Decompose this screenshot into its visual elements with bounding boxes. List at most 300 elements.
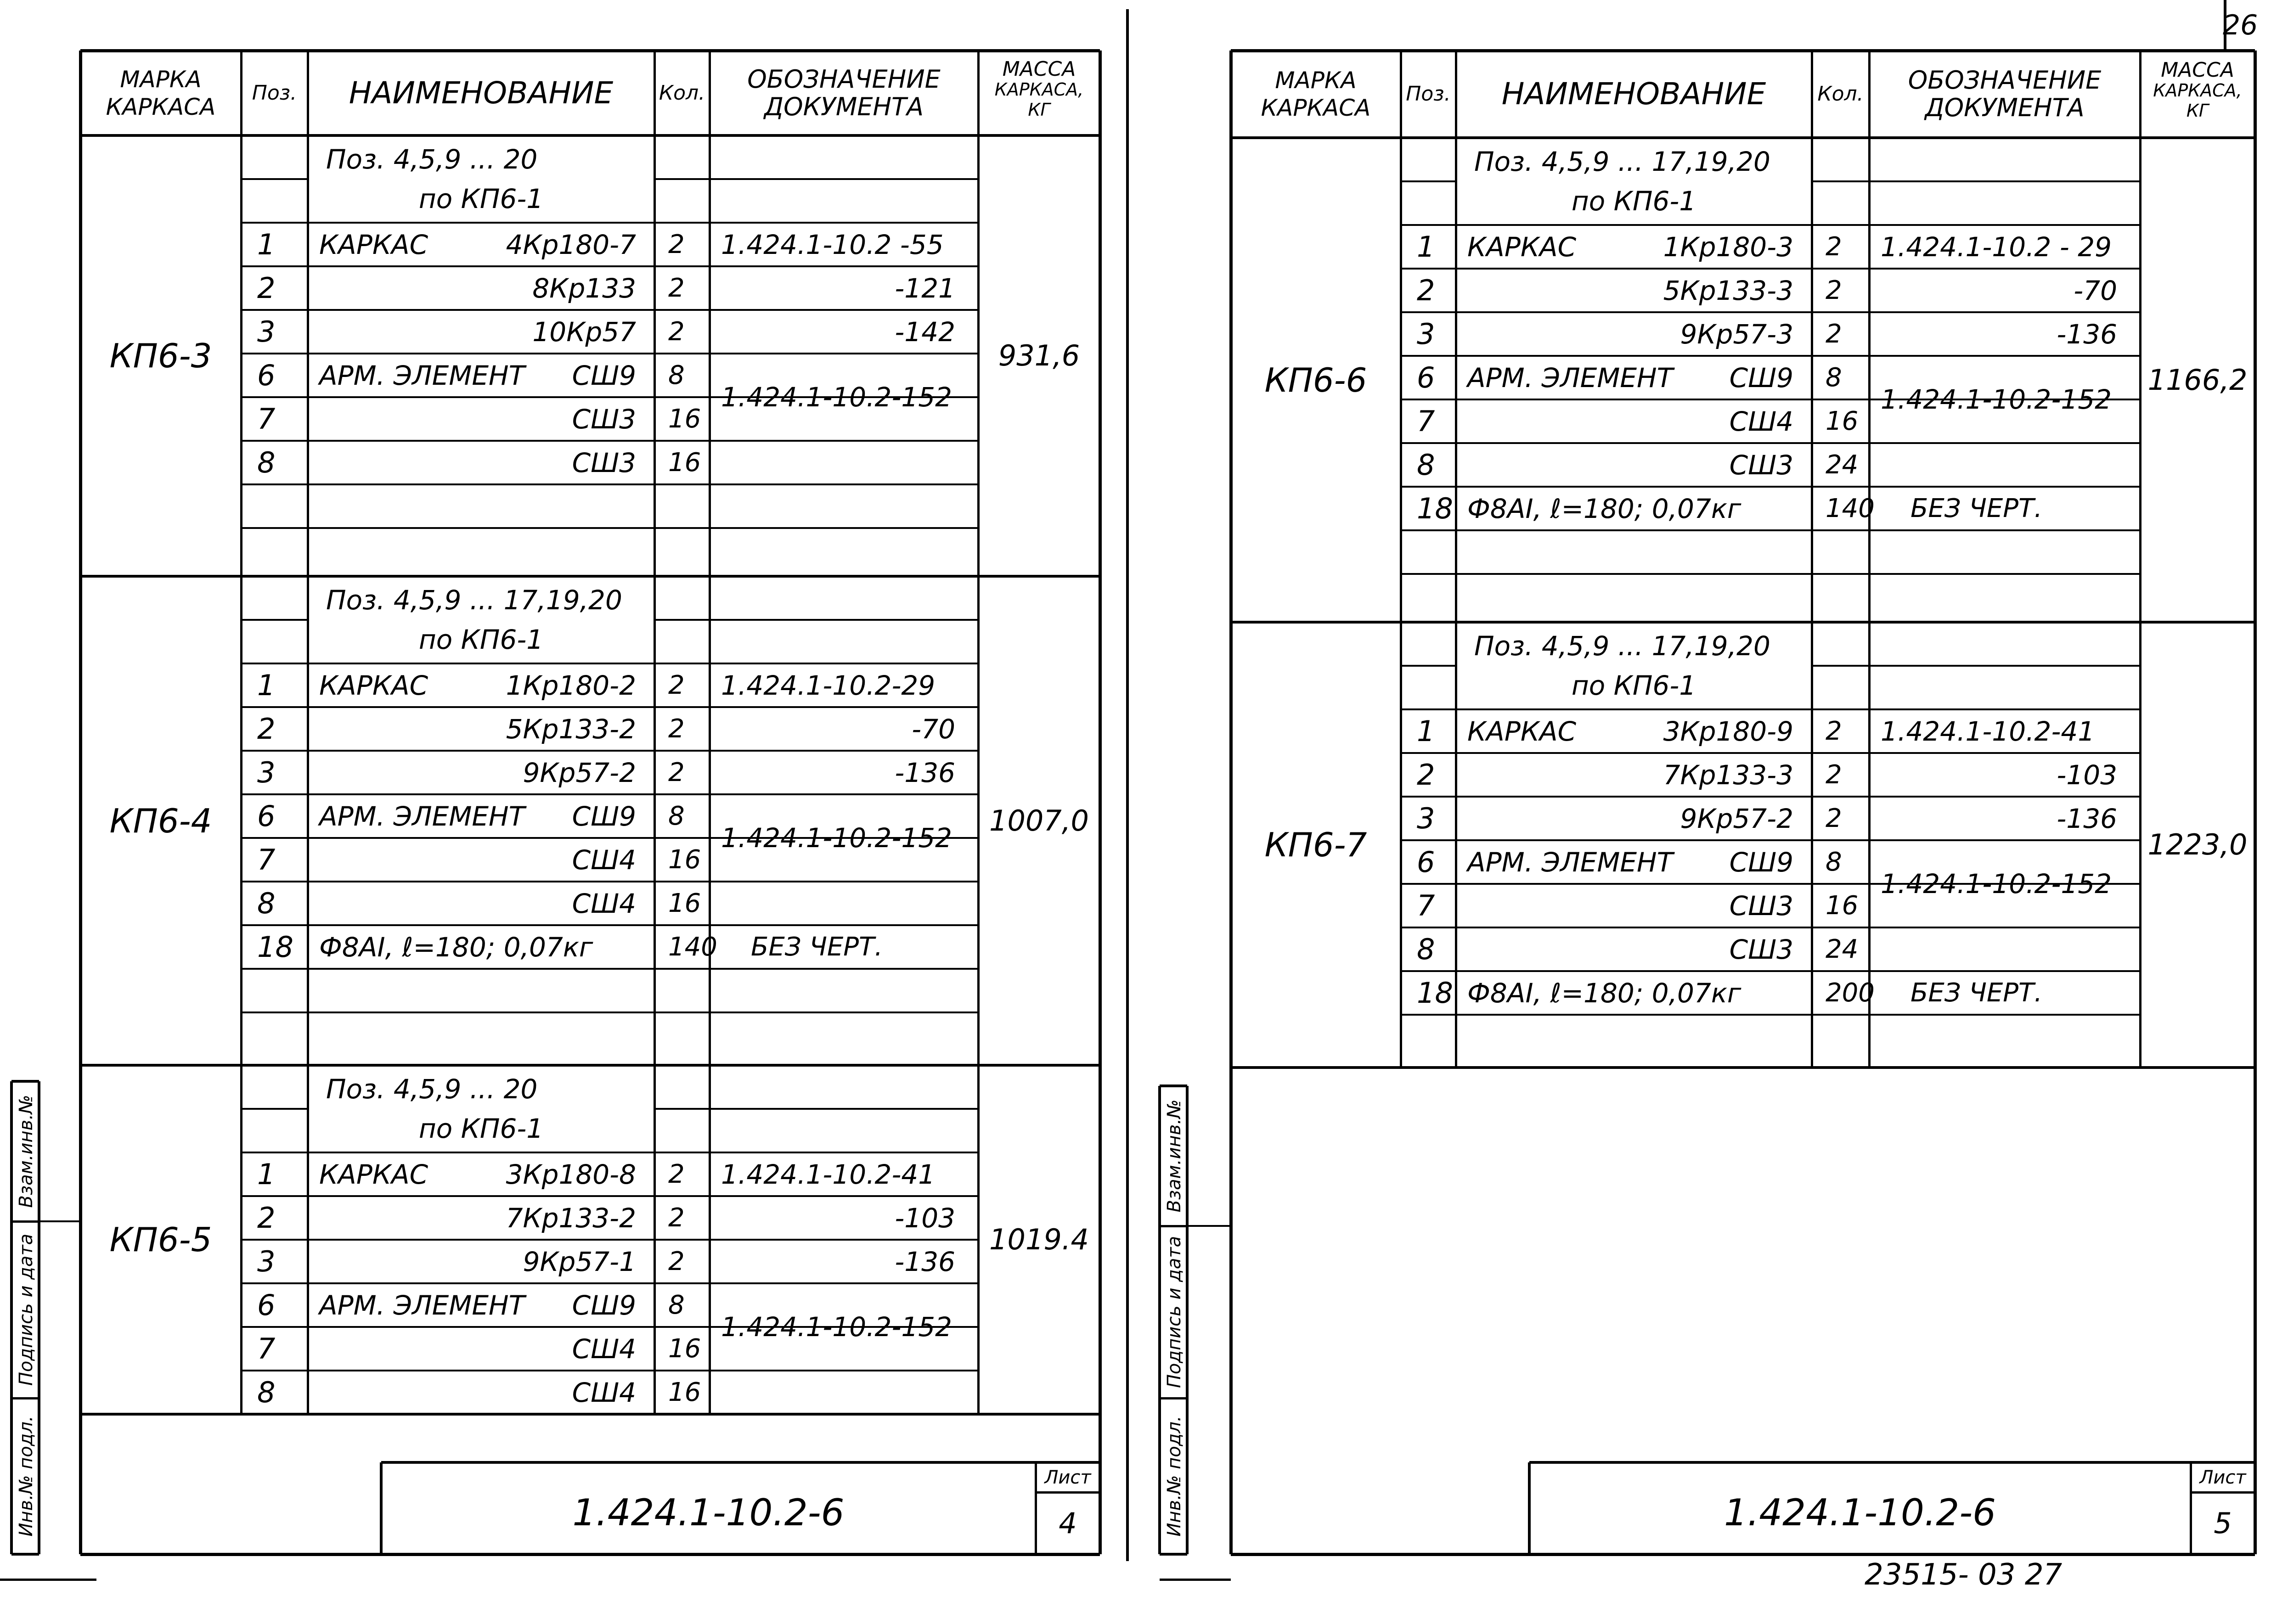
row-pos: 1 xyxy=(1417,714,1435,748)
rule-v xyxy=(10,1081,13,1554)
rule-h xyxy=(241,178,308,180)
rule-h xyxy=(654,353,978,354)
rule-h xyxy=(1401,486,1456,488)
row-doc: -136 xyxy=(2057,318,2117,350)
carcass-mark: КП6-4 xyxy=(109,801,212,840)
sheet-label: Лист xyxy=(2199,1467,2246,1488)
rule-h xyxy=(1231,1553,2255,1556)
row-pos: 7 xyxy=(257,402,276,436)
header-mass-3: КГ xyxy=(2186,101,2209,121)
rule-h xyxy=(0,1579,96,1581)
carcass-mark: КП6-5 xyxy=(109,1220,212,1259)
row-name-detail: 3Кр180-8 xyxy=(506,1158,636,1190)
row-qty: 8 xyxy=(668,801,685,831)
rule-h xyxy=(1401,311,1456,313)
stamp-podpis-data: Подпись и дата xyxy=(16,1233,37,1386)
rule-h xyxy=(654,222,978,224)
rule-h xyxy=(241,1011,308,1013)
row-name: АРМ. ЭЛЕМЕНТ xyxy=(1467,846,1674,878)
carcass-mark: КП6-6 xyxy=(1264,360,1367,399)
row-doc: БЕЗ ЧЕРТ. xyxy=(1910,493,2043,523)
row-qty: 140 xyxy=(668,932,717,962)
row-pos: 3 xyxy=(1417,317,1435,351)
rule-h xyxy=(308,750,654,752)
rule-h xyxy=(1456,486,1812,488)
row-doc: -70 xyxy=(912,713,955,745)
row-name-detail: СШ4 xyxy=(572,1377,636,1408)
rule-h xyxy=(80,1553,1100,1556)
rule-h xyxy=(1401,529,1456,531)
row-name-detail: 7Кр133-2 xyxy=(506,1202,636,1234)
row-name-detail: 5Кр133-2 xyxy=(506,713,636,745)
rule-h xyxy=(308,837,654,839)
rule-h xyxy=(1812,573,2140,575)
rule-h xyxy=(241,924,308,926)
rule-h xyxy=(1456,883,1812,885)
rule-h xyxy=(241,1326,308,1328)
row-name-detail: СШ3 xyxy=(1729,449,1793,481)
row-qty: 2 xyxy=(668,714,685,744)
row-name-detail: 10Кр57 xyxy=(532,316,636,348)
rule-h xyxy=(1401,1014,1456,1016)
row-pos: 1 xyxy=(257,668,276,702)
rule-h xyxy=(308,924,654,926)
rule-h xyxy=(654,1011,978,1013)
rule-v xyxy=(1186,1086,1189,1554)
rule-h xyxy=(654,1282,978,1284)
row-doc: 1.424.1-10.2-152 xyxy=(1881,384,2112,415)
rule-v xyxy=(1126,9,1129,1561)
row-doc: 1.424.1-10.2-41 xyxy=(721,1158,935,1190)
row-name: Ф8АI, ℓ=180; 0,07кг xyxy=(319,931,593,963)
rule-h xyxy=(1812,665,2140,667)
header-qty: Кол. xyxy=(1817,82,1864,106)
rule-v xyxy=(977,51,980,1414)
rule-h xyxy=(654,483,978,485)
rule-h xyxy=(308,1011,654,1013)
ref-line-2: по КП6-1 xyxy=(418,1113,544,1144)
row-name-detail: СШ9 xyxy=(572,1289,636,1321)
doc-code: 1.424.1-10.2-6 xyxy=(1724,1491,1996,1534)
row-doc: -136 xyxy=(895,1246,955,1277)
rule-h xyxy=(308,440,654,442)
rule-v xyxy=(1158,1086,1161,1554)
rule-h xyxy=(241,663,308,664)
row-pos: 3 xyxy=(257,315,276,348)
row-doc: -136 xyxy=(2057,803,2117,834)
rule-h xyxy=(80,134,1100,137)
row-qty: 8 xyxy=(1826,362,1842,393)
row-name-detail: 9Кр57-1 xyxy=(523,1246,636,1277)
stamp-podpis-data: Подпись и дата xyxy=(1164,1236,1185,1388)
header-name: НАИМЕНОВАНИЕ xyxy=(1501,76,1766,112)
rule-h xyxy=(654,1195,978,1197)
row-pos: 1 xyxy=(257,1157,276,1191)
rule-h xyxy=(1456,355,1812,357)
row-pos: 7 xyxy=(257,1332,276,1366)
row-qty: 16 xyxy=(1826,406,1859,436)
rule-h xyxy=(241,396,308,398)
rule-h xyxy=(654,619,978,621)
row-doc: -121 xyxy=(895,272,955,304)
row-pos: 6 xyxy=(257,358,276,392)
rule-h xyxy=(308,1239,654,1241)
row-qty: 24 xyxy=(1826,934,1859,964)
ref-line-1: Поз. 4,5,9 ... 17,19,20 xyxy=(326,584,622,616)
row-pos: 3 xyxy=(1417,801,1435,835)
rule-v xyxy=(1455,51,1457,1068)
row-qty: 16 xyxy=(668,1377,701,1407)
rule-h xyxy=(654,706,978,708)
rule-h xyxy=(1401,355,1456,357)
row-pos: 6 xyxy=(1417,845,1435,879)
row-pos: 2 xyxy=(257,271,276,305)
rule-v xyxy=(1229,51,1233,1554)
row-pos: 6 xyxy=(257,1288,276,1322)
header-mass-3: КГ xyxy=(1028,99,1050,120)
row-name-detail: СШ4 xyxy=(1729,405,1793,437)
row-doc: 1.424.1-10.2-152 xyxy=(721,1311,952,1343)
rule-h xyxy=(80,49,1100,52)
header-mass: МАССА xyxy=(1002,57,1076,81)
row-doc: 1.424.1-10.2-41 xyxy=(1881,715,2095,747)
row-qty: 200 xyxy=(1826,978,1875,1008)
ref-line-2: по КП6-1 xyxy=(1571,185,1696,217)
row-pos: 2 xyxy=(257,712,276,746)
row-pos: 2 xyxy=(257,1201,276,1235)
rule-h xyxy=(241,309,308,311)
rule-h xyxy=(1456,752,1812,754)
rule-h xyxy=(308,353,654,354)
row-name-detail: 9Кр57-3 xyxy=(1680,318,1793,350)
rule-h xyxy=(1401,796,1456,798)
row-doc: БЕЗ ЧЕРТ. xyxy=(751,932,883,962)
rule-h xyxy=(241,1108,308,1110)
row-name-detail: СШ9 xyxy=(572,800,636,832)
row-name: КАРКАС xyxy=(1467,231,1577,263)
rule-v xyxy=(307,51,309,1414)
rule-h xyxy=(1401,839,1456,841)
row-name-detail: 7Кр133-3 xyxy=(1663,759,1793,791)
rule-h xyxy=(1812,752,2140,754)
carcass-mass: 1007,0 xyxy=(989,804,1089,837)
ref-line-2: по КП6-1 xyxy=(418,183,544,214)
row-name-detail: 9Кр57-2 xyxy=(1680,803,1793,834)
row-name-detail: СШ9 xyxy=(572,360,636,391)
row-name-detail: СШ3 xyxy=(1729,890,1793,922)
row-name: АРМ. ЭЛЕМЕНТ xyxy=(1467,362,1674,393)
row-name: Ф8АI, ℓ=180; 0,07кг xyxy=(1467,493,1741,524)
row-pos: 7 xyxy=(1417,404,1435,438)
rule-h xyxy=(308,265,654,267)
rule-h xyxy=(1812,355,2140,357)
rule-h xyxy=(308,1195,654,1197)
carcass-mass: 1223,0 xyxy=(2147,828,2248,861)
rule-h xyxy=(241,265,308,267)
rule-h xyxy=(1456,708,1812,710)
header-name: НАИМЕНОВАНИЕ xyxy=(349,75,614,111)
rule-h xyxy=(80,575,1100,578)
row-qty: 2 xyxy=(668,670,685,700)
row-pos: 18 xyxy=(1417,491,1453,525)
row-name: АРМ. ЭЛЕМЕНТ xyxy=(319,800,525,832)
row-qty: 2 xyxy=(668,1246,685,1276)
stamp-vzam-inv: Взам.инв.№ xyxy=(1164,1099,1185,1213)
rule-v xyxy=(1400,51,1402,1068)
header-qty: Кол. xyxy=(659,81,705,105)
row-pos: 3 xyxy=(257,1244,276,1278)
rule-h xyxy=(654,178,978,180)
rule-h xyxy=(1401,970,1456,972)
header-pos: Поз. xyxy=(252,81,297,105)
row-doc: 1.424.1-10.2 - 29 xyxy=(1881,231,2112,263)
rule-h xyxy=(308,1152,654,1153)
row-name-detail: СШ3 xyxy=(572,447,636,478)
stamp-vzam-inv: Взам.инв.№ xyxy=(16,1095,37,1208)
rule-h xyxy=(1812,529,2140,531)
rule-h xyxy=(1401,927,1456,928)
rule-h xyxy=(1812,970,2140,972)
carcass-mark: КП6-7 xyxy=(1264,826,1367,864)
rule-h xyxy=(1456,224,1812,226)
rule-h xyxy=(1812,927,2140,928)
rule-h xyxy=(1456,573,1812,575)
row-qty: 24 xyxy=(1826,450,1859,480)
rule-h xyxy=(1812,268,2140,270)
row-name-detail: 1Кр180-2 xyxy=(506,669,636,701)
rule-v xyxy=(1528,1462,1531,1554)
rule-h xyxy=(1036,1491,1100,1494)
rule-h xyxy=(308,1370,654,1371)
rule-h xyxy=(1812,708,2140,710)
rule-h xyxy=(1812,442,2140,444)
doc-code: 1.424.1-10.2-6 xyxy=(572,1491,845,1534)
rule-h xyxy=(80,1413,1100,1416)
rule-h xyxy=(1812,1014,2140,1016)
rule-h xyxy=(1160,1579,1231,1581)
row-qty: 2 xyxy=(668,273,685,303)
rule-h xyxy=(241,750,308,752)
row-qty: 8 xyxy=(1826,847,1842,877)
row-doc: -70 xyxy=(2074,275,2117,306)
rule-v xyxy=(1868,51,1871,1068)
rule-h xyxy=(1456,399,1812,400)
rule-h xyxy=(654,750,978,752)
rule-h xyxy=(241,353,308,354)
rule-h xyxy=(654,793,978,795)
header-doc-2: ДОКУМЕНТА xyxy=(1925,93,2085,122)
row-name: АРМ. ЭЛЕМЕНТ xyxy=(319,1289,525,1321)
rule-h xyxy=(1401,224,1456,226)
stamp-inv-podl: Инв.№ подл. xyxy=(16,1416,37,1537)
rule-h xyxy=(1456,529,1812,531)
header-mark: МАРКА xyxy=(120,66,202,93)
row-doc: -103 xyxy=(2057,759,2117,791)
ref-line-1: Поз. 4,5,9 ... 20 xyxy=(326,144,538,175)
header-doc: ОБОЗНАЧЕНИЕ xyxy=(1908,66,2102,95)
rule-v xyxy=(380,1462,383,1554)
rule-h xyxy=(654,527,978,529)
row-name-detail: СШ4 xyxy=(572,888,636,919)
rule-h xyxy=(308,527,654,529)
rule-h xyxy=(308,968,654,970)
rule-h xyxy=(308,222,654,224)
row-pos: 8 xyxy=(1417,448,1435,482)
row-pos: 1 xyxy=(1417,230,1435,264)
header-doc-2: ДОКУМЕНТА xyxy=(764,92,924,121)
rule-h xyxy=(654,663,978,664)
rule-h xyxy=(654,1152,978,1153)
header-mark-2: КАРКАСА xyxy=(1261,95,1371,121)
row-doc: 1.424.1-10.2-152 xyxy=(1881,868,2112,899)
rule-h xyxy=(1456,442,1812,444)
header-mark: МАРКА xyxy=(1275,67,1357,94)
rule-h xyxy=(241,440,308,442)
row-name: КАРКАС xyxy=(319,229,428,260)
rule-h xyxy=(308,793,654,795)
row-doc: -142 xyxy=(895,316,955,348)
rule-h xyxy=(381,1461,1100,1464)
rule-h xyxy=(1456,1014,1812,1016)
row-qty: 2 xyxy=(668,1203,685,1233)
rule-h xyxy=(1401,573,1456,575)
rule-h xyxy=(654,924,978,926)
header-mass-2: КАРКАСА, xyxy=(994,79,1084,100)
row-pos: 18 xyxy=(257,930,293,964)
row-name-detail: 3Кр180-9 xyxy=(1663,715,1793,747)
ref-line-1: Поз. 4,5,9 ... 20 xyxy=(326,1073,538,1105)
ref-line-1: Поз. 4,5,9 ... 17,19,20 xyxy=(1474,630,1770,662)
row-qty: 8 xyxy=(668,360,685,390)
rule-h xyxy=(241,1370,308,1371)
row-qty: 2 xyxy=(668,316,685,347)
rule-h xyxy=(1456,311,1812,313)
rule-h xyxy=(39,1220,80,1222)
rule-h xyxy=(241,1282,308,1284)
carcass-mark: КП6-3 xyxy=(109,337,212,375)
row-doc: -103 xyxy=(895,1202,955,1234)
row-name-detail: СШ3 xyxy=(572,403,636,435)
row-name: Ф8АI, ℓ=180; 0,07кг xyxy=(1467,977,1741,1009)
rule-h xyxy=(241,837,308,839)
rule-h xyxy=(1401,268,1456,270)
ref-line-2: по КП6-1 xyxy=(1571,669,1696,701)
row-qty: 2 xyxy=(1826,275,1842,305)
rule-h xyxy=(2191,1491,2255,1494)
row-pos: 7 xyxy=(257,843,276,877)
rule-h xyxy=(654,440,978,442)
carcass-mass: 1019.4 xyxy=(989,1223,1089,1256)
rule-h xyxy=(654,1239,978,1241)
rule-h xyxy=(1812,180,2140,182)
row-name-detail: СШ9 xyxy=(1729,362,1793,393)
row-name-detail: СШ4 xyxy=(572,844,636,876)
row-doc: 1.424.1-10.2-152 xyxy=(721,382,952,413)
row-name-detail: 5Кр133-3 xyxy=(1663,275,1793,306)
row-pos: 8 xyxy=(1417,932,1435,966)
row-doc: 1.424.1-10.2-29 xyxy=(721,669,935,701)
rule-h xyxy=(308,706,654,708)
sheet-number: 4 xyxy=(1059,1506,1077,1540)
rule-h xyxy=(241,968,308,970)
rule-h xyxy=(241,793,308,795)
row-qty: 16 xyxy=(668,888,701,918)
row-name-detail: СШ4 xyxy=(572,1333,636,1365)
rule-h xyxy=(308,483,654,485)
rule-h xyxy=(1401,442,1456,444)
rule-v xyxy=(1099,51,1102,1554)
header-mass-2: КАРКАСА, xyxy=(2153,80,2242,101)
header-doc: ОБОЗНАЧЕНИЕ xyxy=(747,64,941,94)
row-qty: 2 xyxy=(1826,231,1842,262)
rule-h xyxy=(1401,752,1456,754)
rule-h xyxy=(308,881,654,882)
row-qty: 16 xyxy=(1826,890,1859,921)
rule-h xyxy=(1812,311,2140,313)
row-doc: -136 xyxy=(895,757,955,788)
ref-line-2: по КП6-1 xyxy=(418,624,544,655)
rule-h xyxy=(308,1326,654,1328)
rule-h xyxy=(241,706,308,708)
rule-h xyxy=(654,1108,978,1110)
rule-h xyxy=(1231,136,2255,139)
row-pos: 7 xyxy=(1417,888,1435,922)
rule-h xyxy=(1812,224,2140,226)
rule-h xyxy=(241,1239,308,1241)
row-pos: 1 xyxy=(257,227,276,261)
row-pos: 8 xyxy=(257,1375,276,1409)
rule-h xyxy=(1456,268,1812,270)
rule-h xyxy=(1456,970,1812,972)
row-name-detail: 4Кр180-7 xyxy=(506,229,636,260)
rule-h xyxy=(1231,621,2255,624)
ref-line-1: Поз. 4,5,9 ... 17,19,20 xyxy=(1474,146,1770,178)
rule-h xyxy=(1529,1461,2255,1464)
rule-h xyxy=(654,968,978,970)
rule-h xyxy=(654,1370,978,1371)
row-qty: 2 xyxy=(668,757,685,787)
rule-v xyxy=(709,51,711,1414)
row-doc: 1.424.1-10.2-152 xyxy=(721,822,952,854)
header-mass: МАССА xyxy=(2161,58,2234,82)
row-qty: 2 xyxy=(668,229,685,259)
rule-v xyxy=(240,51,242,1414)
page-number: 26 xyxy=(2223,9,2258,41)
rule-h xyxy=(241,1195,308,1197)
row-qty: 2 xyxy=(1826,319,1842,349)
row-pos: 3 xyxy=(257,755,276,789)
row-qty: 2 xyxy=(1826,716,1842,746)
rule-v xyxy=(1811,51,1813,1068)
rule-h xyxy=(241,619,308,621)
rule-h xyxy=(308,1282,654,1284)
rule-h xyxy=(1187,1225,1231,1227)
rule-v xyxy=(79,51,82,1554)
rule-h xyxy=(241,527,308,529)
rule-h xyxy=(654,265,978,267)
rule-h xyxy=(1231,49,2255,52)
rule-h xyxy=(1401,399,1456,400)
rule-h xyxy=(308,663,654,664)
stamp-inv-podl: Инв.№ подл. xyxy=(1164,1416,1185,1537)
row-pos: 6 xyxy=(1417,360,1435,394)
row-pos: 8 xyxy=(257,886,276,920)
rule-h xyxy=(1812,796,2140,798)
row-pos: 2 xyxy=(1417,758,1435,792)
header-pos: Поз. xyxy=(1406,82,1451,106)
row-qty: 16 xyxy=(668,447,701,478)
row-name: КАРКАС xyxy=(1467,715,1577,747)
